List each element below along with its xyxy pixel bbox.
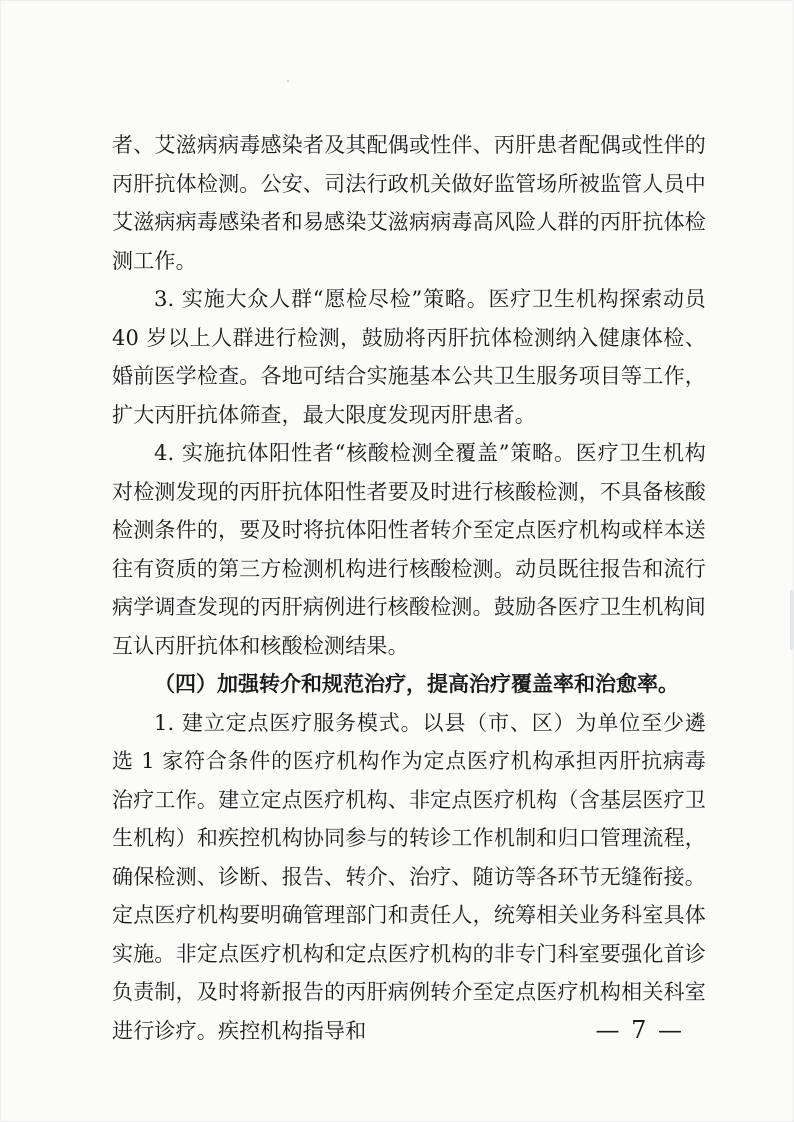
section-heading: （四）加强转介和规范治疗，提高治疗覆盖率和治愈率。 (154, 671, 679, 696)
document-body (112, 126, 706, 1050)
paragraph-4: 1. 建立定点医疗服务模式。以县（市、区）为单位至少遴选 1 家符合条件的医疗机构作为定点医疗机构承担丙肝抗病毒治疗工作。建立定点医疗机构、非定点医疗机构（含基层医疗卫生机构）和疾控机构协同参与的转诊工作机制和归口管理流程，确保检测、诊断、报告、转介、治疗、随访等各环节无缝衔接。定点医疗机构要明确管理部门和责任人，统筹相关业务科室具体实施。非定点医疗机构和定点医疗机构的非专门科室要强化首诊负责制，及时将新报告的丙肝病例转介至定点医疗机构相关科室进行诊疗。疾控机构指导和 (112, 710, 706, 1043)
paragraph-3: 4. 实施抗体阳性者“核酸检测全覆盖”策略。医疗卫生机构对检测发现的丙肝抗体阳性者要及时进行核酸检测，不具备核酸检测条件的，要及时将抗体阳性者转介至定点医疗机构或样本送往有资质的第三方检测机构进行核酸检测。动员既往报告和流行病学调查发现的丙肝病例进行核酸检测。鼓励各医疗卫生机构间互认丙肝抗体和核酸检测结果。 (112, 441, 706, 658)
paragraph-1: 者、艾滋病病毒感染者及其配偶或性伴、丙肝患者配偶或性伴的丙肝抗体检测。公安、司法行政机关做好监管场所被监管人员中艾滋病病毒感染者和易感染艾滋病病毒高风险人群的丙肝抗体检测工作。 (112, 133, 706, 273)
scan-speck (287, 80, 289, 82)
scan-edge-mark (790, 590, 793, 650)
paragraph-2: 3. 实施大众人群“愿检尽检”策略。医疗卫生机构探索动员 40 岁以上人群进行检测，鼓励将丙肝抗体检测纳入健康体检、婚前医学检查。各地可结合实施基本公共卫生服务项目等工作，扩大丙肝抗体筛查，最大限度发现丙肝患者。 (112, 287, 706, 427)
page-number: — 7 — (595, 1016, 684, 1044)
